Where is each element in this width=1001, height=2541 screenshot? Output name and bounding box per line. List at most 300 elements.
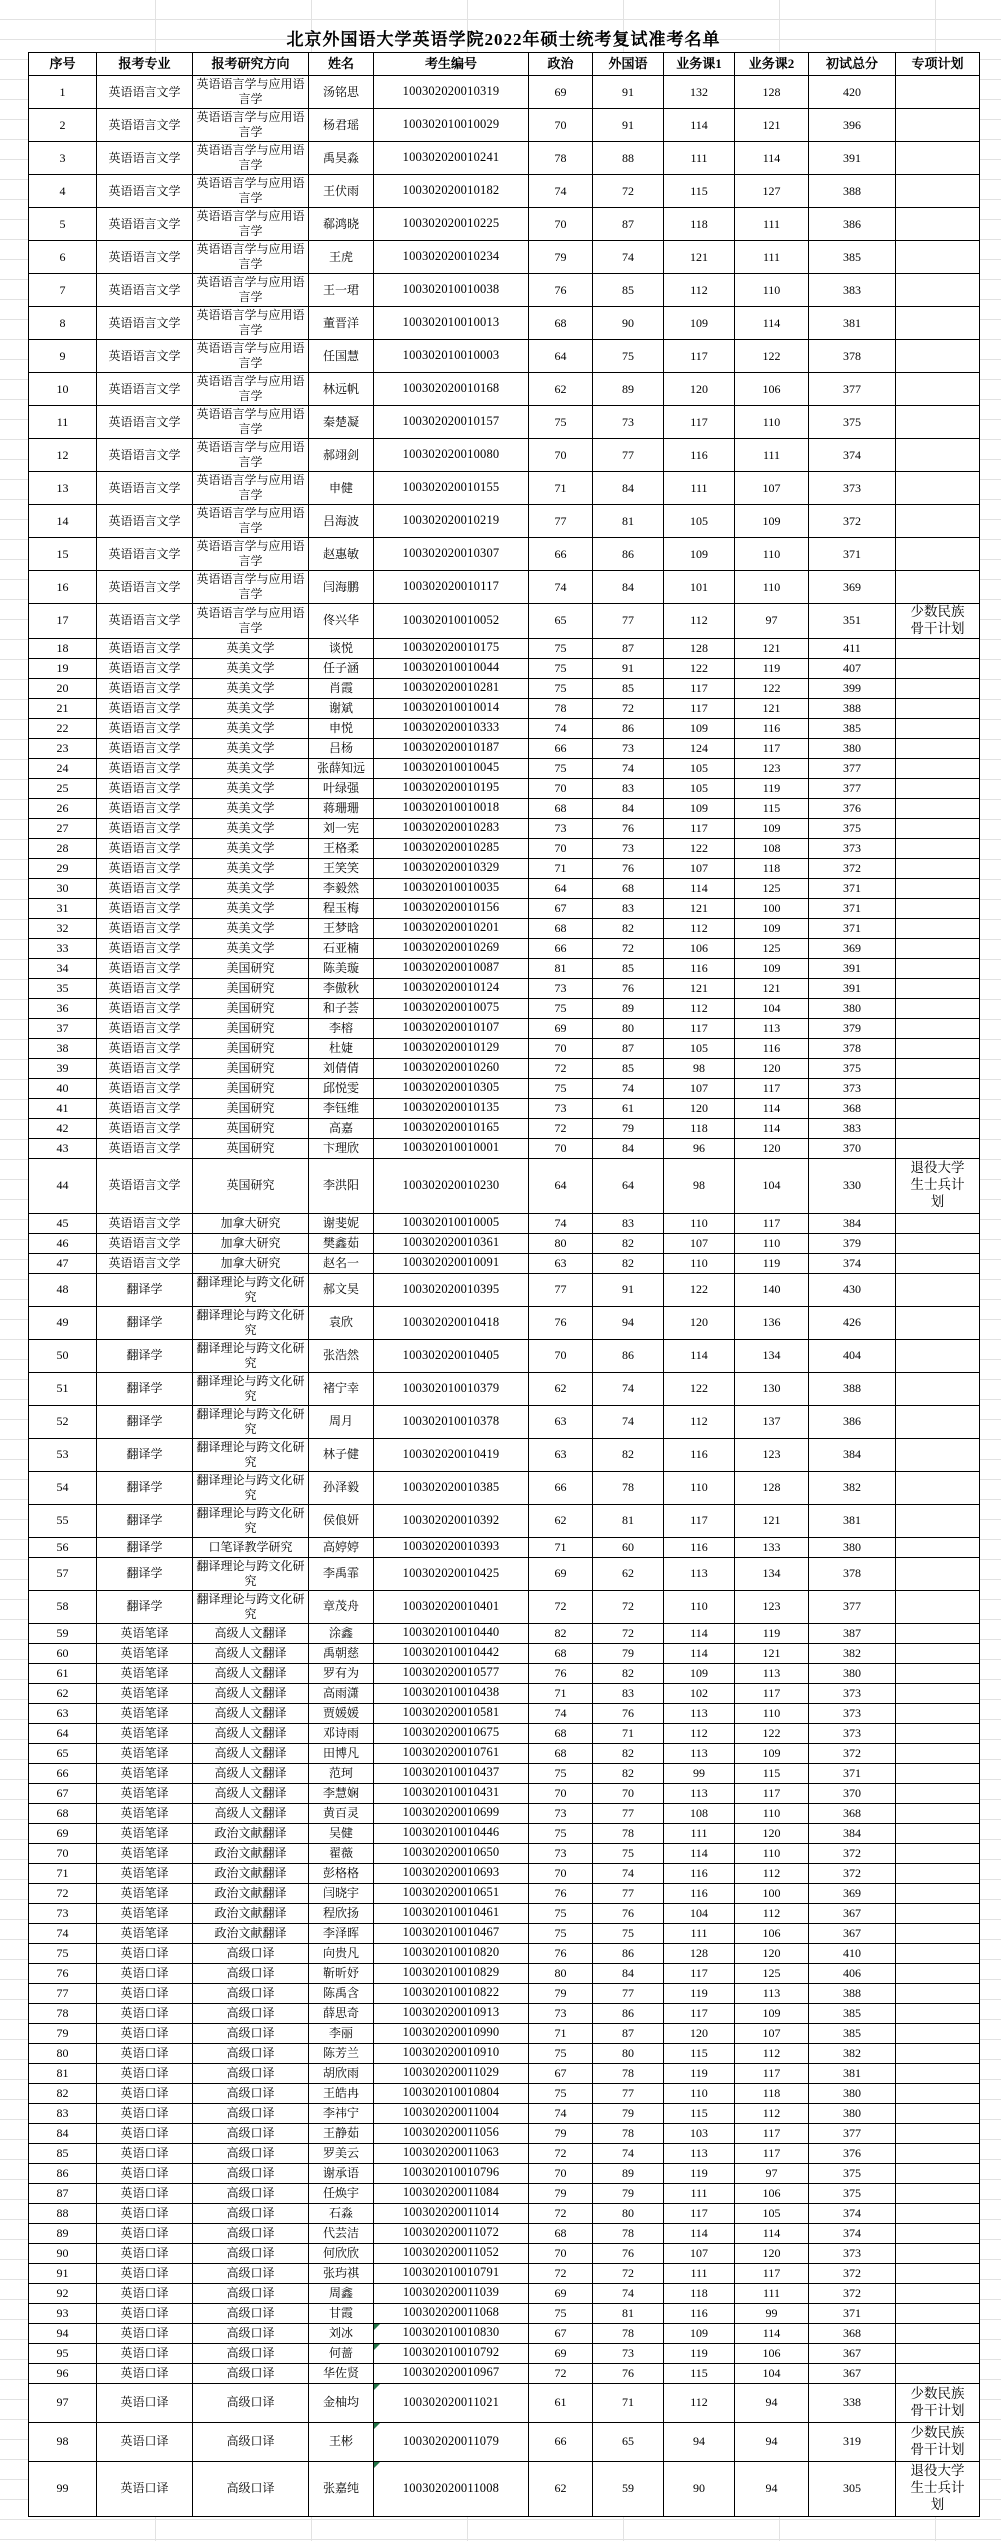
table-row xyxy=(29,2183,980,2203)
cell-politics: 70 xyxy=(529,838,593,858)
table-row xyxy=(29,2023,980,2043)
cell-special xyxy=(896,2003,980,2023)
cell-id: 100302020010329 xyxy=(374,858,529,878)
cell-direction: 美国研究 xyxy=(193,1038,309,1058)
cell-name: 郗鸿晓 xyxy=(309,208,374,241)
cell-course2: 94 xyxy=(735,2461,809,2516)
cell-special: 少数民族骨干计划 xyxy=(896,2422,980,2461)
cell-foreign: 81 xyxy=(593,2303,664,2323)
cell-id: 100302010010830 xyxy=(374,2323,529,2343)
cell-course2: 110 xyxy=(735,538,809,571)
cell-direction: 高级人文翻译 xyxy=(193,1663,309,1683)
cell-name: 金柚均 xyxy=(309,2383,374,2422)
cell-special xyxy=(896,1643,980,1663)
cell-seq: 23 xyxy=(29,738,97,758)
cell-direction: 翻译理论与跨文化研究 xyxy=(193,1504,309,1537)
table-row xyxy=(29,1823,980,1843)
cell-id: 100302010010045 xyxy=(374,758,529,778)
cell-total: 384 xyxy=(809,1823,896,1843)
cell-course2: 111 xyxy=(735,241,809,274)
cell-special xyxy=(896,1339,980,1372)
cell-politics: 80 xyxy=(529,1963,593,1983)
cell-total: 386 xyxy=(809,208,896,241)
cell-special xyxy=(896,274,980,307)
cell-id: 100302020010405 xyxy=(374,1339,529,1372)
cell-special: 退役大学生士兵计划 xyxy=(896,2461,980,2516)
cell-course2: 121 xyxy=(735,978,809,998)
cell-major: 英语语言文学 xyxy=(97,1078,193,1098)
cell-special xyxy=(896,2243,980,2263)
cell-direction: 英语语言学与应用语言学 xyxy=(193,571,309,604)
table-row xyxy=(29,1883,980,1903)
cell-name: 吕杨 xyxy=(309,738,374,758)
cell-direction: 高级人文翻译 xyxy=(193,1643,309,1663)
table-row xyxy=(29,1405,980,1438)
cell-foreign: 87 xyxy=(593,208,664,241)
cell-course2: 120 xyxy=(735,1943,809,1963)
cell-foreign: 78 xyxy=(593,2323,664,2343)
cell-course1: 111 xyxy=(664,2263,735,2283)
cell-politics: 75 xyxy=(529,758,593,778)
cell-course1: 105 xyxy=(664,758,735,778)
cell-major: 英语语言文学 xyxy=(97,1138,193,1158)
cell-course1: 105 xyxy=(664,505,735,538)
cell-seq: 27 xyxy=(29,818,97,838)
cell-direction: 翻译理论与跨文化研究 xyxy=(193,1471,309,1504)
cell-id: 100302020010425 xyxy=(374,1557,529,1590)
cell-total: 367 xyxy=(809,2363,896,2383)
cell-special xyxy=(896,1963,980,1983)
cell-id: 100302010010038 xyxy=(374,274,529,307)
table-row xyxy=(29,373,980,406)
cell-politics: 63 xyxy=(529,1405,593,1438)
cell-id: 100302020010307 xyxy=(374,538,529,571)
cell-foreign: 78 xyxy=(593,1471,664,1504)
cell-id: 100302020011021 xyxy=(374,2383,529,2422)
cell-course1: 114 xyxy=(664,1339,735,1372)
cell-id: 100302020010129 xyxy=(374,1038,529,1058)
cell-name: 卞理欣 xyxy=(309,1138,374,1158)
cell-total: 374 xyxy=(809,2223,896,2243)
cell-name: 何蔷 xyxy=(309,2343,374,2363)
cell-id: 100302020010175 xyxy=(374,638,529,658)
cell-name: 王彬 xyxy=(309,2422,374,2461)
cell-special xyxy=(896,439,980,472)
cell-course1: 119 xyxy=(664,2063,735,2083)
table-row xyxy=(29,1339,980,1372)
cell-course2: 106 xyxy=(735,2183,809,2203)
cell-seq: 64 xyxy=(29,1723,97,1743)
cell-seq: 2 xyxy=(29,109,97,142)
cell-seq: 88 xyxy=(29,2203,97,2223)
cell-special: 少数民族骨干计划 xyxy=(896,2383,980,2422)
cell-total: 388 xyxy=(809,1372,896,1405)
cell-direction: 英语语言学与应用语言学 xyxy=(193,472,309,505)
cell-politics: 75 xyxy=(529,2043,593,2063)
cell-course1: 128 xyxy=(664,638,735,658)
cell-course2: 122 xyxy=(735,340,809,373)
cell-politics: 72 xyxy=(529,1058,593,1078)
table-row xyxy=(29,1306,980,1339)
cell-name: 孙泽毅 xyxy=(309,1471,374,1504)
cell-seq: 76 xyxy=(29,1963,97,1983)
cell-major: 英语笔译 xyxy=(97,1863,193,1883)
cell-seq: 75 xyxy=(29,1943,97,1963)
cell-course1: 124 xyxy=(664,738,735,758)
cell-seq: 49 xyxy=(29,1306,97,1339)
cell-foreign: 78 xyxy=(593,2123,664,2143)
cell-id: 100302020010230 xyxy=(374,1158,529,1213)
cell-id: 100302010010379 xyxy=(374,1372,529,1405)
cell-foreign: 61 xyxy=(593,1098,664,1118)
cell-special xyxy=(896,2343,980,2363)
cell-id: 100302010010018 xyxy=(374,798,529,818)
cell-foreign: 77 xyxy=(593,1983,664,2003)
cell-foreign: 74 xyxy=(593,1405,664,1438)
cell-name: 向贵凡 xyxy=(309,1943,374,1963)
cell-direction: 高级口译 xyxy=(193,2183,309,2203)
cell-name: 汤铭思 xyxy=(309,76,374,109)
cell-major: 英语笔译 xyxy=(97,1683,193,1703)
cell-course2: 130 xyxy=(735,1372,809,1405)
cell-course2: 117 xyxy=(735,2143,809,2163)
cell-total: 374 xyxy=(809,439,896,472)
cell-foreign: 74 xyxy=(593,1863,664,1883)
cell-politics: 73 xyxy=(529,1803,593,1823)
cell-course1: 128 xyxy=(664,1943,735,1963)
cell-major: 英语口译 xyxy=(97,2363,193,2383)
cell-course1: 116 xyxy=(664,958,735,978)
cell-politics: 76 xyxy=(529,274,593,307)
cell-foreign: 86 xyxy=(593,1339,664,1372)
cell-direction: 英语语言学与应用语言学 xyxy=(193,406,309,439)
cell-id: 100302020010157 xyxy=(374,406,529,439)
cell-total: 379 xyxy=(809,1018,896,1038)
cell-seq: 74 xyxy=(29,1923,97,1943)
cell-course2: 99 xyxy=(735,2303,809,2323)
cell-direction: 英美文学 xyxy=(193,938,309,958)
cell-direction: 高级口译 xyxy=(193,2203,309,2223)
cell-politics: 69 xyxy=(529,2343,593,2363)
cell-direction: 高级口译 xyxy=(193,2243,309,2263)
cell-name: 田博凡 xyxy=(309,1743,374,1763)
cell-course2: 112 xyxy=(735,2103,809,2123)
cell-name: 叶绿强 xyxy=(309,778,374,798)
cell-course1: 121 xyxy=(664,978,735,998)
cell-seq: 6 xyxy=(29,241,97,274)
header-cell-direction: 报考研究方向 xyxy=(193,53,309,76)
cell-major: 英语笔译 xyxy=(97,1743,193,1763)
cell-special xyxy=(896,918,980,938)
cell-foreign: 74 xyxy=(593,2283,664,2303)
cell-name: 董晋洋 xyxy=(309,307,374,340)
cell-name: 谈悦 xyxy=(309,638,374,658)
cell-foreign: 76 xyxy=(593,978,664,998)
cell-course1: 107 xyxy=(664,2243,735,2263)
table-row xyxy=(29,1233,980,1253)
cell-course1: 114 xyxy=(664,109,735,142)
cell-total: 368 xyxy=(809,1803,896,1823)
cell-course2: 117 xyxy=(735,738,809,758)
cell-course1: 119 xyxy=(664,2343,735,2363)
cell-politics: 68 xyxy=(529,1723,593,1743)
cell-name: 李钰维 xyxy=(309,1098,374,1118)
cell-total: 351 xyxy=(809,604,896,639)
cell-politics: 64 xyxy=(529,878,593,898)
cell-name: 罗美云 xyxy=(309,2143,374,2163)
cell-seq: 28 xyxy=(29,838,97,858)
table-row xyxy=(29,1843,980,1863)
cell-direction: 翻译理论与跨文化研究 xyxy=(193,1438,309,1471)
cell-foreign: 84 xyxy=(593,571,664,604)
cell-major: 英语语言文学 xyxy=(97,778,193,798)
cell-foreign: 91 xyxy=(593,109,664,142)
cell-id: 100302020010225 xyxy=(374,208,529,241)
cell-course2: 113 xyxy=(735,1663,809,1683)
table-row xyxy=(29,1018,980,1038)
table-row xyxy=(29,1438,980,1471)
cell-name: 樊鑫茹 xyxy=(309,1233,374,1253)
cell-name: 王笑笑 xyxy=(309,858,374,878)
cell-seq: 82 xyxy=(29,2083,97,2103)
cell-politics: 67 xyxy=(529,2063,593,2083)
cell-foreign: 82 xyxy=(593,1233,664,1253)
table-row xyxy=(29,2303,980,2323)
cell-course1: 109 xyxy=(664,307,735,340)
table-row xyxy=(29,2103,980,2123)
cell-total: 373 xyxy=(809,2243,896,2263)
cell-politics: 66 xyxy=(529,1471,593,1504)
cell-direction: 英语语言学与应用语言学 xyxy=(193,604,309,639)
cell-major: 英语笔译 xyxy=(97,1783,193,1803)
cell-course1: 109 xyxy=(664,718,735,738)
table-row xyxy=(29,142,980,175)
table-row xyxy=(29,1158,980,1213)
cell-total: 369 xyxy=(809,1883,896,1903)
cell-direction: 英美文学 xyxy=(193,798,309,818)
cell-politics: 64 xyxy=(529,340,593,373)
cell-major: 英语笔译 xyxy=(97,1723,193,1743)
cell-foreign: 76 xyxy=(593,2243,664,2263)
cell-seq: 63 xyxy=(29,1703,97,1723)
cell-course1: 117 xyxy=(664,340,735,373)
cell-total: 387 xyxy=(809,1623,896,1643)
cell-foreign: 73 xyxy=(593,738,664,758)
cell-foreign: 72 xyxy=(593,175,664,208)
table-row xyxy=(29,2203,980,2223)
cell-foreign: 85 xyxy=(593,958,664,978)
cell-major: 翻译学 xyxy=(97,1471,193,1504)
cell-name: 彭格格 xyxy=(309,1863,374,1883)
table-row xyxy=(29,2383,980,2422)
cell-politics: 75 xyxy=(529,1763,593,1783)
cell-total: 367 xyxy=(809,1903,896,1923)
cell-course1: 122 xyxy=(664,658,735,678)
cell-special xyxy=(896,1590,980,1623)
cell-direction: 英语语言学与应用语言学 xyxy=(193,274,309,307)
cell-course1: 117 xyxy=(664,698,735,718)
cell-politics: 72 xyxy=(529,1118,593,1138)
cell-foreign: 82 xyxy=(593,1438,664,1471)
cell-course1: 116 xyxy=(664,1438,735,1471)
cell-politics: 70 xyxy=(529,1863,593,1883)
cell-total: 367 xyxy=(809,1923,896,1943)
cell-direction: 高级口译 xyxy=(193,2323,309,2343)
cell-course2: 115 xyxy=(735,798,809,818)
cell-name: 闫海鹏 xyxy=(309,571,374,604)
cell-politics: 72 xyxy=(529,2363,593,2383)
cell-major: 英语口译 xyxy=(97,2283,193,2303)
cell-id: 100302020010333 xyxy=(374,718,529,738)
cell-seq: 42 xyxy=(29,1118,97,1138)
cell-foreign: 87 xyxy=(593,638,664,658)
cell-major: 英语语言文学 xyxy=(97,838,193,858)
cell-course1: 111 xyxy=(664,2183,735,2203)
cell-seq: 33 xyxy=(29,938,97,958)
cell-foreign: 76 xyxy=(593,2363,664,2383)
cell-politics: 70 xyxy=(529,2243,593,2263)
cell-id: 100302020010117 xyxy=(374,571,529,604)
cell-total: 380 xyxy=(809,2083,896,2103)
cell-politics: 66 xyxy=(529,738,593,758)
cell-special xyxy=(896,109,980,142)
table-row xyxy=(29,571,980,604)
cell-id: 100302020010285 xyxy=(374,838,529,858)
cell-id: 100302020010395 xyxy=(374,1273,529,1306)
cell-total: 368 xyxy=(809,2323,896,2343)
cell-special xyxy=(896,1763,980,1783)
cell-direction: 翻译理论与跨文化研究 xyxy=(193,1405,309,1438)
cell-special xyxy=(896,1703,980,1723)
cell-politics: 74 xyxy=(529,718,593,738)
cell-name: 王虎 xyxy=(309,241,374,274)
cell-id: 100302020011063 xyxy=(374,2143,529,2163)
cell-id: 100302010010791 xyxy=(374,2263,529,2283)
cell-course1: 112 xyxy=(664,1405,735,1438)
cell-direction: 翻译理论与跨文化研究 xyxy=(193,1273,309,1306)
cell-major: 英语口译 xyxy=(97,2143,193,2163)
cell-foreign: 79 xyxy=(593,2183,664,2203)
cell-total: 371 xyxy=(809,918,896,938)
cell-course2: 107 xyxy=(735,2023,809,2043)
cell-name: 秦楚凝 xyxy=(309,406,374,439)
cell-name: 李榕 xyxy=(309,1018,374,1038)
cell-id: 100302020011052 xyxy=(374,2243,529,2263)
cell-politics: 68 xyxy=(529,2223,593,2243)
table-row xyxy=(29,1118,980,1138)
cell-direction: 高级人文翻译 xyxy=(193,1703,309,1723)
cell-foreign: 68 xyxy=(593,878,664,898)
cell-total: 375 xyxy=(809,1058,896,1078)
cell-politics: 70 xyxy=(529,1339,593,1372)
cell-special xyxy=(896,758,980,778)
table-row xyxy=(29,175,980,208)
cell-major: 英语语言文学 xyxy=(97,406,193,439)
cell-politics: 80 xyxy=(529,1233,593,1253)
table-row xyxy=(29,1557,980,1590)
cell-id: 100302010010035 xyxy=(374,878,529,898)
cell-id: 100302010010467 xyxy=(374,1923,529,1943)
cell-id: 100302020010234 xyxy=(374,241,529,274)
cell-direction: 高级人文翻译 xyxy=(193,1683,309,1703)
cell-name: 李傲秋 xyxy=(309,978,374,998)
cell-direction: 美国研究 xyxy=(193,998,309,1018)
cell-direction: 政治文献翻译 xyxy=(193,1863,309,1883)
cell-foreign: 91 xyxy=(593,1273,664,1306)
cell-seq: 54 xyxy=(29,1471,97,1504)
cell-politics: 62 xyxy=(529,1372,593,1405)
cell-course2: 109 xyxy=(735,818,809,838)
cell-major: 英语语言文学 xyxy=(97,76,193,109)
cell-politics: 81 xyxy=(529,958,593,978)
cell-course1: 110 xyxy=(664,1253,735,1273)
cell-name: 罗有为 xyxy=(309,1663,374,1683)
cell-special xyxy=(896,1903,980,1923)
cell-course1: 114 xyxy=(664,2223,735,2243)
cell-course1: 120 xyxy=(664,1098,735,1118)
cell-course1: 118 xyxy=(664,2283,735,2303)
cell-course1: 107 xyxy=(664,858,735,878)
cell-course2: 110 xyxy=(735,274,809,307)
cell-direction: 英美文学 xyxy=(193,878,309,898)
cell-total: 385 xyxy=(809,2003,896,2023)
cell-foreign: 80 xyxy=(593,2203,664,2223)
cell-seq: 69 xyxy=(29,1823,97,1843)
cell-politics: 74 xyxy=(529,175,593,208)
cell-course2: 108 xyxy=(735,838,809,858)
cell-id: 100302020011029 xyxy=(374,2063,529,2083)
cell-total: 369 xyxy=(809,571,896,604)
cell-name: 闫晓宇 xyxy=(309,1883,374,1903)
cell-politics: 75 xyxy=(529,998,593,1018)
cell-seq: 57 xyxy=(29,1557,97,1590)
cell-special xyxy=(896,1843,980,1863)
cell-foreign: 87 xyxy=(593,2023,664,2043)
cell-total: 373 xyxy=(809,1683,896,1703)
cell-course2: 128 xyxy=(735,1471,809,1504)
cell-name: 涂鑫 xyxy=(309,1623,374,1643)
table-row xyxy=(29,1983,980,2003)
cell-direction: 高级人文翻译 xyxy=(193,1743,309,1763)
cell-major: 英语语言文学 xyxy=(97,175,193,208)
cell-seq: 92 xyxy=(29,2283,97,2303)
cell-course2: 117 xyxy=(735,2123,809,2143)
cell-special xyxy=(896,958,980,978)
table-row xyxy=(29,1078,980,1098)
cell-course1: 109 xyxy=(664,2323,735,2343)
cell-politics: 73 xyxy=(529,1843,593,1863)
cell-major: 英语口译 xyxy=(97,2023,193,2043)
cell-direction: 英语语言学与应用语言学 xyxy=(193,241,309,274)
cell-special xyxy=(896,1883,980,1903)
cell-foreign: 89 xyxy=(593,2163,664,2183)
cell-id: 100302020011039 xyxy=(374,2283,529,2303)
cell-course1: 112 xyxy=(664,604,735,639)
cell-politics: 75 xyxy=(529,406,593,439)
cell-total: 381 xyxy=(809,2063,896,2083)
cell-politics: 71 xyxy=(529,2023,593,2043)
cell-name: 甘霞 xyxy=(309,2303,374,2323)
cell-course1: 120 xyxy=(664,1306,735,1339)
header-cell-special: 专项计划 xyxy=(896,53,980,76)
cell-name: 任子涵 xyxy=(309,658,374,678)
table-row xyxy=(29,938,980,958)
cell-course1: 104 xyxy=(664,1903,735,1923)
cell-direction: 高级口译 xyxy=(193,1943,309,1963)
cell-name: 李洪阳 xyxy=(309,1158,374,1213)
table-row xyxy=(29,1213,980,1233)
cell-id: 100302020010187 xyxy=(374,738,529,758)
